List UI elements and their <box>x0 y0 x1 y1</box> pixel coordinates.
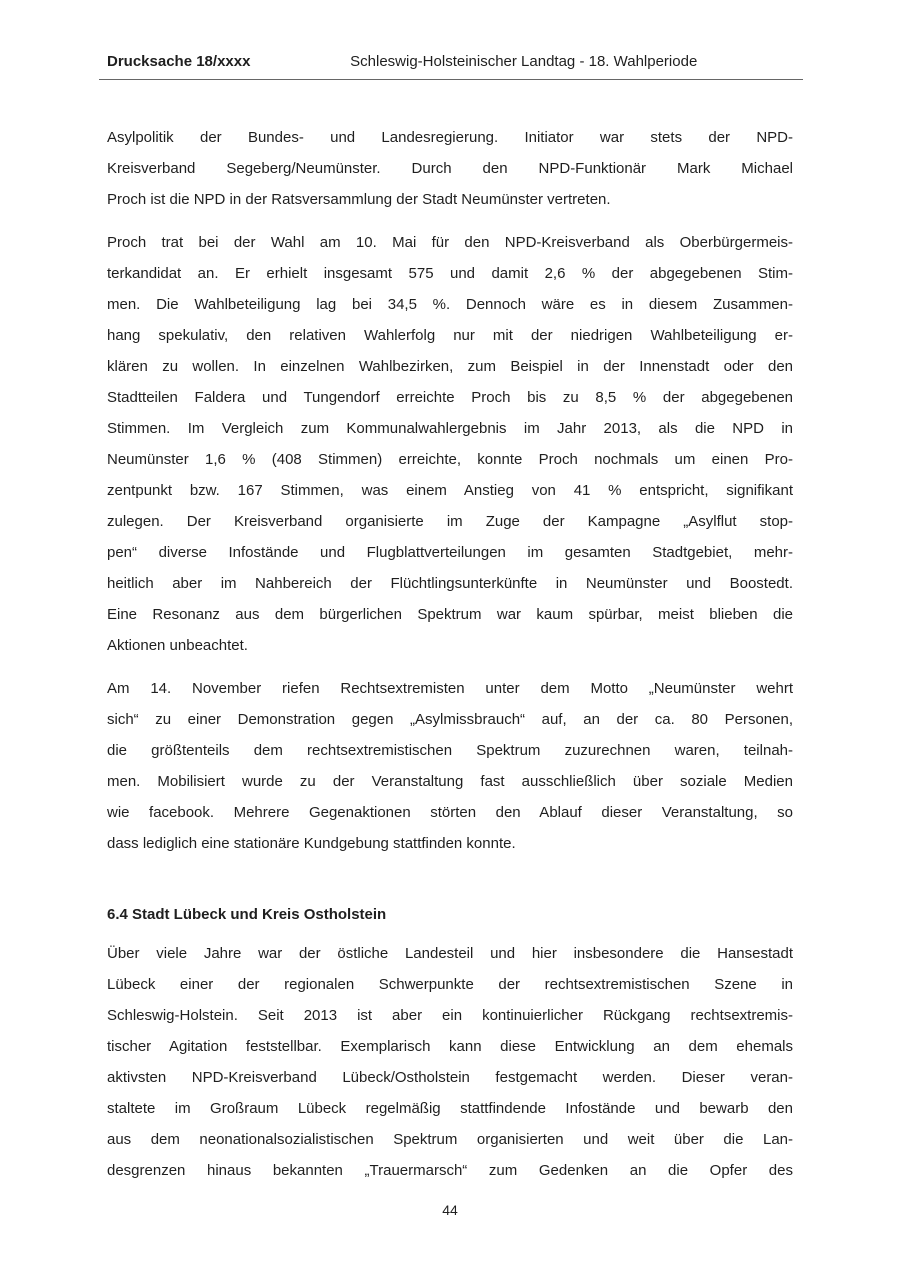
text-line: pen“ diverse Infostände und Flugblattverteilungen im gesamten Stadtgebiet, mehr- <box>107 544 793 561</box>
text-line: Stimmen. Im Vergleich zum Kommunalwahlergebnis im Jahr 2013, als die NPD in <box>107 420 793 437</box>
text-line: sich“ zu einer Demonstration gegen „Asylmissbrauch“ auf, an der ca. 80 Personen, <box>107 711 793 728</box>
text-line: Neumünster 1,6 % (408 Stimmen) erreichte, konnte Proch nochmals um einen Pro- <box>107 451 793 468</box>
paragraph <box>107 938 793 1186</box>
text-line: Stadtteilen Faldera und Tungendorf erreichte Proch bis zu 8,5 % der abgegebenen <box>107 389 793 406</box>
text-line: zentpunkt bzw. 167 Stimmen, was einem Anstieg von 41 % entspricht, signifikant <box>107 482 793 499</box>
text-line: hang spekulativ, den relativen Wahlerfolg nur mit der niedrigen Wahlbeteiligung er- <box>107 327 793 344</box>
document-body <box>107 122 793 1186</box>
text-line: Über viele Jahre war der östliche Landesteil und hier insbesondere die Hansestadt <box>107 945 793 962</box>
text-line: Eine Resonanz aus dem bürgerlichen Spektrum war kaum spürbar, meist blieben die <box>107 606 793 623</box>
text-line: Schleswig-Holstein. Seit 2013 ist aber ein kontinuierlicher Rückgang rechtsextremis- <box>107 1007 793 1024</box>
text-line: klären zu wollen. In einzelnen Wahlbezirken, zum Beispiel in der Innenstadt oder den <box>107 358 793 375</box>
text-line: staltete im Großraum Lübeck regelmäßig stattfindende Infostände und bewarb den <box>107 1100 793 1117</box>
paragraph <box>107 673 793 859</box>
text-line: Proch ist die NPD in der Ratsversammlung der Stadt Neumünster vertreten. <box>107 191 611 208</box>
text-line: Asylpolitik der Bundes- und Landesregierung. Initiator war stets der NPD- <box>107 129 793 146</box>
text-line: men. Die Wahlbeteiligung lag bei 34,5 %. Dennoch wäre es in diesem Zusammen- <box>107 296 793 313</box>
text-line: Kreisverband Segeberg/Neumünster. Durch den NPD-Funktionär Mark Michael <box>107 160 793 177</box>
text-line: Lübeck einer der regionalen Schwerpunkte der rechtsextremistischen Szene in <box>107 976 793 993</box>
text-line: aktivsten NPD-Kreisverband Lübeck/Ostholstein festgemacht werden. Dieser veran- <box>107 1069 793 1086</box>
section-heading: 6.4 Stadt Lübeck und Kreis Ostholstein <box>107 906 387 923</box>
page-number: 44 <box>442 1202 458 1218</box>
document-header <box>99 50 803 80</box>
paragraph <box>107 227 793 661</box>
text-line: zulegen. Der Kreisverband organisierte im Zuge der Kampagne „Asylflut stop- <box>107 513 793 530</box>
page-footer <box>0 1202 900 1218</box>
doc-header-title: Schleswig-Holsteinischer Landtag - 18. Wahlperiode <box>350 53 698 70</box>
text-line: wie facebook. Mehrere Gegenaktionen störten den Ablauf dieser Veranstaltung, so <box>107 804 793 821</box>
text-line: Am 14. November riefen Rechtsextremisten unter dem Motto „Neumünster wehrt <box>107 680 793 697</box>
text-line: desgrenzen hinaus bekannten „Trauermarsch“ zum Gedenken an die Opfer des <box>107 1162 793 1179</box>
text-line: die größtenteils dem rechtsextremistischen Spektrum zuzurechnen waren, teilnah- <box>107 742 793 759</box>
text-line: Proch trat bei der Wahl am 10. Mai für den NPD-Kreisverband als Oberbürgermeis- <box>107 234 793 251</box>
text-line: Aktionen unbeachtet. <box>107 637 248 654</box>
text-line: terkandidat an. Er erhielt insgesamt 575 und damit 2,6 % der abgegebenen Stim- <box>107 265 793 282</box>
paragraph <box>107 122 793 215</box>
text-line: tischer Agitation feststellbar. Exemplarisch kann diese Entwicklung an dem ehemals <box>107 1038 793 1055</box>
doc-number: Drucksache 18/xxxx <box>107 53 251 70</box>
text-line: aus dem neonationalsozialistischen Spektrum organisierten und weit über die Lan- <box>107 1131 793 1148</box>
text-line: dass lediglich eine stationäre Kundgebung stattfinden konnte. <box>107 835 516 852</box>
text-line: men. Mobilisiert wurde zu der Veranstaltung fast ausschließlich über soziale Medien <box>107 773 793 790</box>
text-line: heitlich aber im Nahbereich der Flüchtlingsunterkünfte in Neumünster und Boostedt. <box>107 575 793 592</box>
